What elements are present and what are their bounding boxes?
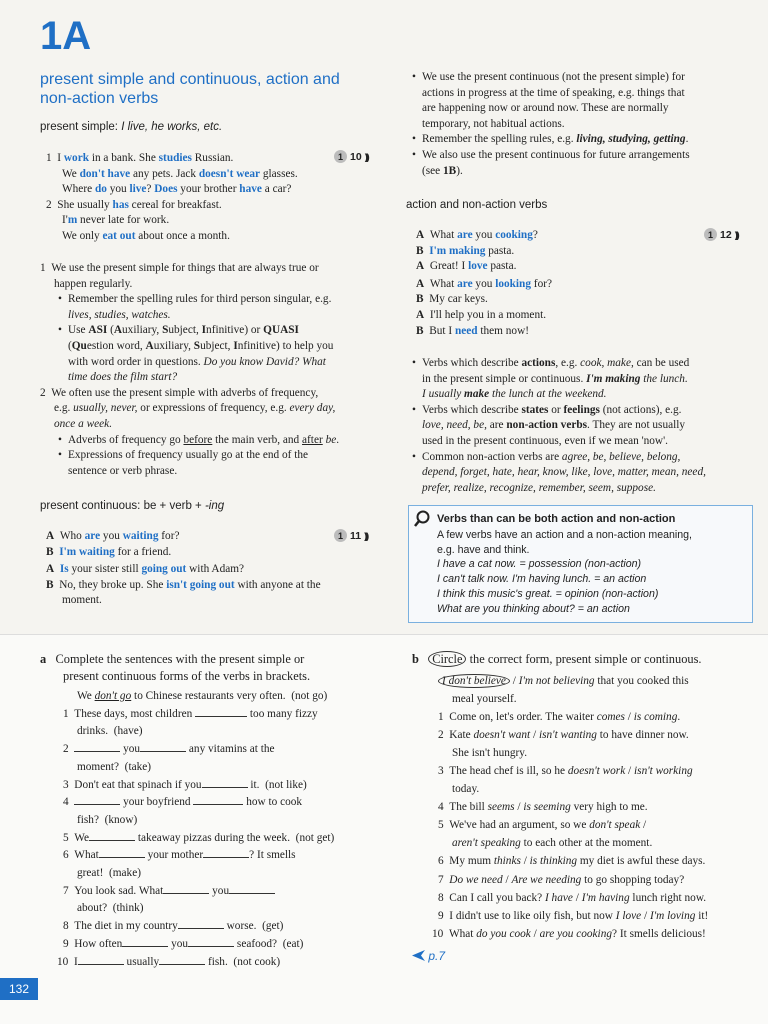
action-verbs-examples: A What are you cooking? B I'm making pasta. A Great! I love pasta. A What are you looking for? B My car keys. A I'll help you in a moment. B But I need them now!: [416, 229, 552, 337]
question-6: 6 What your mother ? It smells: [63, 849, 296, 862]
option-9[interactable]: 9 I didn't use to like oily fish, but now I love / I'm loving it!: [438, 909, 709, 922]
question-1: 1 These days, most children too many fizzy: [63, 707, 318, 720]
option-10[interactable]: 10 What do you cook / are you cooking? It smells delicious!: [432, 927, 706, 940]
back-reference-text: p.7: [428, 949, 446, 963]
present-continuous-examples: A Who are you waiting for? B I'm waiting for a friend. A Is your sister still going out with Adam? B No, they broke up. She isn't going out with anyone at the moment.: [46, 530, 321, 607]
option-5[interactable]: 5 We've had an argument, so we don't speak /: [438, 819, 647, 832]
answer-gap[interactable]: [163, 883, 209, 894]
answer-gap[interactable]: [140, 741, 186, 752]
answer-gap[interactable]: [74, 794, 120, 805]
question-9: 9 How often you seafood? (eat): [63, 937, 304, 950]
answer-gap[interactable]: [99, 847, 145, 858]
sound-wave-icon: ))): [364, 530, 368, 541]
audio-button-10[interactable]: [334, 150, 368, 163]
question-2: 2 you any vitamins at the: [63, 743, 275, 756]
answer-gap[interactable]: [193, 794, 243, 805]
question-5: 5 We takeaway pizzas during the week. (not get): [63, 831, 335, 844]
example-line: I don't believe / I'm not believing that you cooked this: [438, 672, 708, 690]
answer-gap[interactable]: [188, 936, 234, 947]
answer-gap[interactable]: [78, 954, 124, 965]
title-line2: non-action verbs: [40, 90, 159, 107]
page-number: 132: [0, 978, 38, 1000]
answer-gap[interactable]: [202, 777, 248, 788]
answer-gap[interactable]: [159, 954, 205, 965]
exercise-b: b Circle the correct form, present simple or continuous. I don't believe / I'm not believing that you cooked this meal yourself. 1 Come on, let's order. The waiter comes / is coming. 2 Kate doesn't want / isn't wanting to have dinner now. She isn't hungry. 3 The head chef is ill, so he doesn't work / isn't working today. 4 The bill seems / is seeming very high to me. 5 We've had an argument, so we don't speak / aren't speaking to each other at the moment. 6 My mum thinks / is thinking my diet is awful these days. 7 Do we need / Are we needing to go shopping today? 8 Can I call you back? I have / I'm having lunch right now. 9 I didn't use to like oily fish, but now I love / I'm loving it! 10 What do you cook / are you cooking? It smells delicious!: [412, 651, 708, 943]
exercise-a-instruction: Complete the sentences with the present simple or: [55, 652, 305, 666]
box-line: e.g. have and think.: [437, 543, 530, 556]
unit-label: 1A: [40, 14, 92, 58]
magnifier-icon: [413, 510, 431, 528]
box-line: What are you thinking about? = an action: [437, 602, 630, 615]
question-8: 8 The diet in my country worse. (get): [63, 920, 284, 933]
present-simple-heading: [40, 121, 222, 133]
audio-button-11[interactable]: [334, 529, 367, 542]
back-reference-link[interactable]: [412, 949, 445, 963]
heading-examples: I live, he works, etc.: [121, 121, 223, 133]
example-line: We don't go to Chinese restaurants very often. (not go): [77, 690, 328, 702]
exercise-a-letter: a: [40, 652, 47, 666]
audio-disc-icon: 1: [704, 228, 717, 241]
arrow-left-icon: [412, 950, 425, 961]
option-3[interactable]: 3 The head chef is ill, so he doesn't work / isn't working: [438, 764, 693, 777]
action-verbs-heading: action and non-action verbs: [406, 199, 548, 211]
sound-wave-icon: ))): [734, 229, 738, 240]
box-line: I can't talk now. I'm having lunch. = an action: [437, 573, 647, 586]
audio-track-number: 11: [350, 529, 362, 542]
info-box: [408, 505, 753, 623]
heading-suffix: -ing: [204, 500, 225, 512]
answer-gap[interactable]: [89, 830, 135, 841]
present-simple-rules: 1 We use the present simple for things that are always true or happen regularly. • Remember the spelling rules for third person singular, e.g. lives, studies, watches. • Use ASI (Auxiliary, Subject, Infinitive) or QUASI (Question word, Auxiliary, Subject, Infinitive) to help you with word order in questions. Do you know David? What time does the film start? 2 We often use the present simple with adverbs of frequency, e.g. usually, never, or expressions of frequency, e.g. every day, once a week. • Adverbs of frequency go before the main verb, and after be. • Expressions of frequency usually go at the end of the sentence or verb phrase.: [40, 261, 339, 479]
heading-text: present continuous: be + verb +: [40, 500, 205, 512]
audio-button-12[interactable]: [704, 228, 738, 241]
question-4: 4 your boyfriend how to cook: [63, 796, 303, 809]
title-line1: present simple and continuous, action and: [40, 71, 340, 88]
exercise-b-instruction: the correct form, present simple or continuous.: [469, 652, 702, 666]
present-simple-examples: 1 I work in a bank. She studies Russian. We don't have any pets. Jack doesn't wear glasses. Where do you live? Does your brother have a car? 2 She usually has cereal for breakfast. I'm never late for work. We only eat out about once a month.: [46, 152, 298, 242]
question-3: 3 Don't eat that spinach if you it. (not like): [63, 778, 307, 791]
circle-word: Circle: [428, 651, 466, 667]
option-7[interactable]: 7 Do we need / Are we needing to go shopping today?: [438, 873, 685, 886]
answer-gap[interactable]: [122, 936, 168, 947]
option-1[interactable]: 1 Come on, let's order. The waiter comes / is coming.: [438, 710, 681, 723]
question-7: 7 You look sad. What you: [63, 883, 334, 901]
present-continuous-rules: • We use the present continuous (not the present simple) for actions in progress at the time of speaking, e.g. things that are happening now or around now. These are normally temporary, not habitual actions. • Remember the spelling rules, e.g. living, studying, getting. • We also use the present continuous for future arrangements (see 1B).: [422, 70, 690, 179]
audio-disc-icon: 1: [334, 529, 347, 542]
box-line: A few verbs have an action and a non-action meaning,: [437, 529, 693, 541]
sound-wave-icon: ))): [364, 151, 368, 162]
answer-gap[interactable]: [203, 847, 249, 858]
action-verbs-rules: • Verbs which describe actions, e.g. cook, make, can be used in the present simple or continuous. I'm making the lunch. I usually make the lunch at the weekend. • Verbs which describe states or feelings (not actions), e.g. love, need, be, are non-action verbs. They are not usually used in the present continuous, even if we mean 'now'. • Common non-action verbs are agree, be, believe, belong, depend, forget, hate, hear, know, like, love, matter, mean, need, prefer, realize, recognize, remember, seem, suppose.: [422, 356, 706, 496]
box-title: Verbs than can be both action and non-action: [437, 513, 676, 525]
question-10: 10 I usually fish. (not cook): [57, 955, 281, 968]
answer-gap[interactable]: [178, 918, 224, 929]
box-body: [437, 528, 692, 616]
option-4[interactable]: 4 The bill seems / is seeming very high to me.: [438, 801, 648, 814]
heading-text: present simple:: [40, 121, 118, 133]
exercise-a: a Complete the sentences with the present simple or present continuous forms of the verbs in brackets. We don't go to Chinese restaurants very often. (not go) 1 These days, most children too many fizzy drinks. (have) 2 you any vitamins at the moment? (take) 3 Don't eat that spinach if you it. (not like) 4 your boyfriend how to cook fish? (know) 5 We takeaway pizzas during the week. (not get) 6 What your mother ? It smells great! (make) 7 You look sad. What you about? (think) 8 The diet in my country worse. (get) 9 How often you seafood? (eat) 10 I usually fish. (not cook): [40, 651, 334, 971]
option-8[interactable]: 8 Can I call you back? I have / I'm having lunch right now.: [438, 891, 707, 904]
option-2[interactable]: 2 Kate doesn't want / isn't wanting to have dinner now.: [438, 728, 689, 741]
audio-track-number: 12: [720, 228, 732, 241]
answer-gap[interactable]: [229, 883, 275, 894]
answer-gap[interactable]: [74, 741, 120, 752]
section-title: [40, 70, 340, 108]
answer-gap[interactable]: [195, 706, 247, 717]
box-line: I have a cat now. = possession (non-action): [437, 558, 642, 571]
audio-track-number: 10: [350, 150, 362, 163]
exercise-b-letter: b: [412, 652, 419, 666]
exercise-a-instruction2: present continuous forms of the verbs in brackets.: [63, 668, 311, 683]
box-line: I think this music's great. = opinion (non-action): [437, 587, 659, 600]
option-6[interactable]: 6 My mum thinks / is thinking my diet is awful these days.: [438, 855, 706, 868]
audio-disc-icon: 1: [334, 150, 347, 163]
present-continuous-heading: [40, 500, 224, 512]
